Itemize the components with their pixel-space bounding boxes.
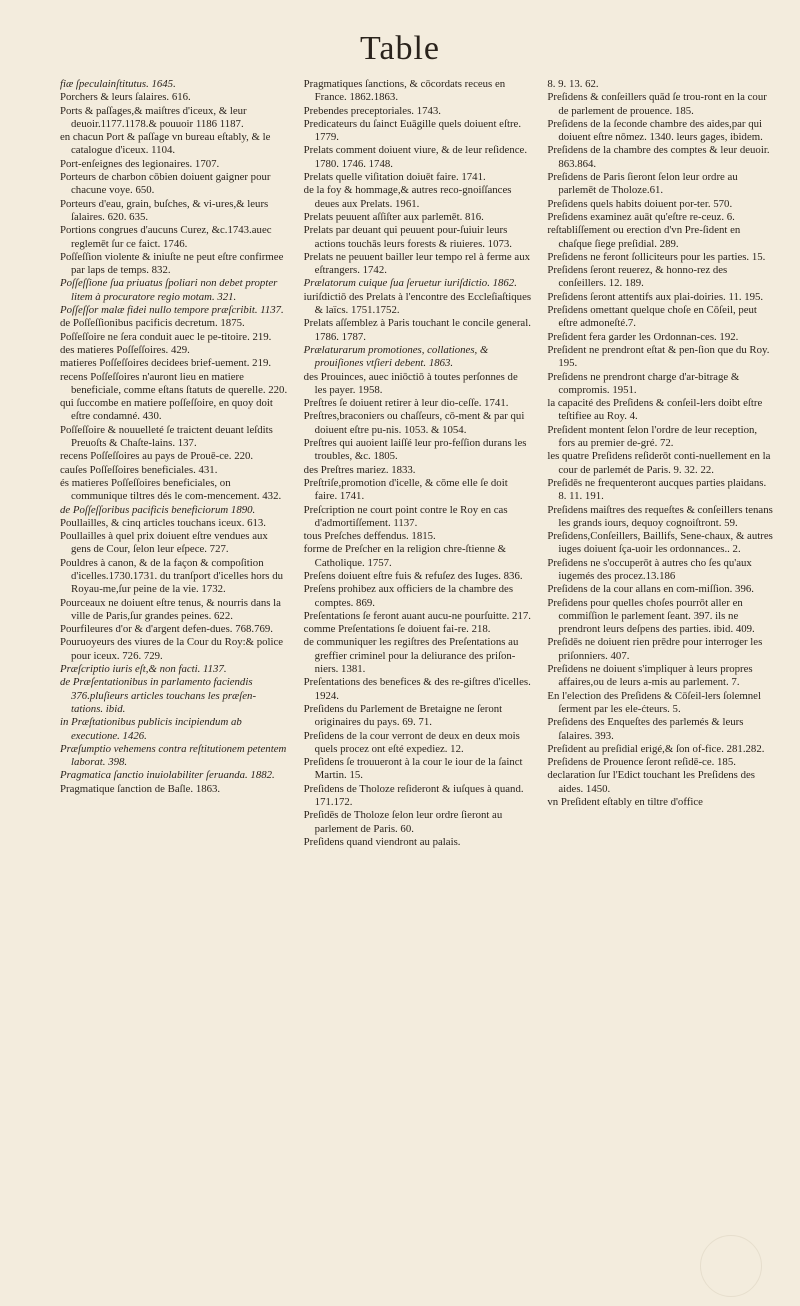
index-entry: Preſidens de Prouence ſeront reſidē-ce. 185. <box>547 756 736 769</box>
index-entry: recens Poſſeſſoires n'auront lieu en matiere beneficiale, comme eſtans ſtatuts de querelle. 220. <box>60 370 288 396</box>
index-entry: Preſcription ne court point contre le Roy en cas d'admortiſſement. 1137. <box>303 503 508 529</box>
index-entry: Predicateurs du ſainct Euāgille quels doiuent eſtre. 1779. <box>303 117 522 144</box>
index-entry: Porteurs de charbon cōbien doiuent gaigner pour chacune voye. 650. <box>60 171 271 197</box>
index-entry: Præſcriptio iuris eſt,& non facti. 1137. <box>60 663 227 676</box>
index-entry: Preſidens ne feront ſolliciteurs pour les parties. 15. <box>547 250 766 263</box>
index-entry: Prelats quelle viſitation doiuēt faire. 1741. <box>303 171 486 184</box>
index-column-right <box>547 78 775 849</box>
index-entry: reſtabliſſement ou erection d'vn Pre-ſident en chaſque ſiege preſidial. 289. <box>547 224 741 250</box>
index-entry: Preſentations ſe feront auant aucu-ne pourſuitte. 217. <box>303 609 531 622</box>
index-entry: la capacité des Preſidens & conſeil-lers doibt eſtre teſtifiee au Roy. 4. <box>547 397 763 423</box>
index-entry: Preſidens ne s'occuperōt à autres cho ſes qu'aux iugemés des procez.13.186 <box>547 556 752 582</box>
index-entry: Preſidens ne prendront charge d'ar-bitrage & compromis. 1951. <box>547 370 740 396</box>
index-entry: és matieres Poſſeſſoires beneficiales, on communique tiltres dés le com-mencement. 432. <box>60 476 282 503</box>
index-entry: Preſidens examinez auāt qu'eſtre re-ceuz. 6. <box>547 210 735 223</box>
index-entry: de Poſſeſſoribus pacificis beneficiorum 1890. <box>60 503 256 516</box>
index-entry: Preſidens de Tholoze reſideront & iuſques à quand. 171.172. <box>303 782 524 809</box>
index-entry: Preſtres,braconiers ou chaſſeurs, cō-ment & par qui doiuent eſtre pu-nis. 1053. & 1054. <box>303 410 525 436</box>
index-entry: Preſidens quels habits doiuent por-ter. 570. <box>547 197 733 210</box>
index-entry: Preſtres ſe doiuent retirer à leur dio-ceſſe. 1741. <box>303 397 509 410</box>
index-entry: 8. 9. 13. 62. <box>547 78 599 90</box>
index-entry: vn Preſident eſtably en tiltre d'office <box>547 796 703 809</box>
index-entry: de communiquer les regiſtres des Preſentations au greffier criminel pour la deliurance des priſon-niers. 1381. <box>303 636 519 676</box>
index-entry: Preſidens ſeront attentifs aux plai-doiries. 11. 195. <box>547 290 764 303</box>
index-entry: Poſſeſſione ſua priuatus ſpoliari non debet propter litem à procuratore regio motam. 321. <box>60 277 278 303</box>
index-entry: Portions congrues d'aucuns Curez, &c.1743.auec reglemēt ſur ce faict. 1746. <box>60 224 272 250</box>
index-column-middle <box>304 78 532 849</box>
index-entry: de Præſentationibus in parlamento faciendis 376.pluſieurs articles touchans les præſen-tations. ibid. <box>60 676 257 715</box>
index-entry: Prælaturarum promotiones, collationes, & prouiſiones vtſieri debent. 1863. <box>303 343 489 370</box>
index-entry: Preſident ne prendront eſtat & pen-ſion que du Roy. 195. <box>547 343 770 370</box>
index-entry: Preſident fera garder les Ordonnan-ces. 192. <box>547 330 739 343</box>
index-entry: Preſtriſe,promotion d'icelle, & cōme elle ſe doit faire. 1741. <box>303 476 508 503</box>
index-entry: Preſidens des Enqueſtes des parlemés & leurs ſalaires. 393. <box>547 716 744 742</box>
index-entry: recens Poſſeſſoires au pays de Prouē-ce. 220. <box>60 450 254 463</box>
index-entry: in Præſtationibus publicis incipiendum ab executione. 1426. <box>60 716 242 742</box>
index-entry: Preſidens ſeront reuerez, & honno-rez des conſeillers. 12. 189. <box>547 264 728 290</box>
index-entry: des Prouinces, auec iniōctiō à toutes perſonnes de les payer. 1958. <box>303 370 518 396</box>
index-entry: Preſidens pour quelles choſes pourrōt aller en commiſſion le parlement ſeant. 397. ils ne prendront leurs deſpens des parties. ibid. 409. <box>547 596 755 636</box>
index-entry: Pragmatica ſanctio inuiolabiliter ſeruanda. 1882. <box>60 769 275 782</box>
index-entry: Prelats comment doiuent viure, & de leur reſidence. 1780. 1746. 1748. <box>303 144 528 170</box>
index-entry: Preſidens ne doiuent s'impliquer à leurs propres affaires,ou de leurs a-mis au parlement. 7. <box>547 663 753 689</box>
index-entry: Pragmatiques ſanctions, & cōcordats receus en France. 1862.1863. <box>303 78 506 104</box>
index-entry: de Poſſeſſionibus pacificis decretum. 1875. <box>60 317 245 330</box>
index-entry: Prebendes preceptoriales. 1743. <box>303 104 441 117</box>
index-entry: en chacun Port & paſſage vn bureau eſtably, & le catalogue d'iceux. 1104. <box>60 131 271 157</box>
index-entry: Porchers & leurs ſalaires. 616. <box>60 91 191 104</box>
index-entry: Preſidens ſe trouueront à la cour le iour de la ſainct Martin. 15. <box>303 756 523 782</box>
index-entry: iuriſdictiō des Prelats à l'encontre des Eccleſiaſtiques & laïcs. 1751.1752. <box>303 290 532 317</box>
index-entry: En l'election des Preſidens & Cōſeil-lers ſolemnel ſerment par les ele-ćteurs. 5. <box>547 689 761 715</box>
index-entry: Ports & paſſages,& maiſtres d'iceux, & leur deuoir.1177.1178.& pouuoir 1186 1187. <box>60 104 247 130</box>
index-entry: Præſumptio vehemens contra reſtitutionem petentem laborat. 398. <box>60 742 287 769</box>
index-entry: Poullailles à quel prix doiuent eſtre vendues aux gens de Cour, ſelon leur eſpece. 727. <box>60 530 268 556</box>
index-entry: Preſidens de Paris ſieront ſelon leur ordre au parlemēt de Tholoze.61. <box>547 171 738 197</box>
index-entry: Poſſeſſion violente & iniuſte ne peut eſtre confirmee par laps de temps. 832. <box>60 250 284 277</box>
index-entry: Preſidens maiſtres des requeſtes & conſeillers tenans les grands iours, dequoy cognoiſtront. 59. <box>547 503 773 529</box>
index-entry: de la foy & hommage,& autres reco-gnoiſſances deues aux Prelats. 1961. <box>303 184 512 210</box>
index-entry: Preſidens quand viendront au palais. <box>303 835 461 848</box>
index-entry: Prelats aſſemblez à Paris touchant le concile general. 1786. 1787. <box>303 317 531 343</box>
index-entry: declaration ſur l'Edict touchant les Preſidens des aides. 1450. <box>547 769 755 795</box>
index-entry: Preſtres qui auoient laiſſé leur pro-feſſion durans les troubles, &c. 1805. <box>303 437 527 463</box>
index-entry: les quatre Preſidens reſiderōt conti-nuellement en la cour de parlemét de Paris. 9. 32. 22. <box>547 450 771 476</box>
index-entry: Prelats par deuant qui peuuent pour-ſuiuir leurs actions touchās leurs forests & riuieres. 1073. <box>303 224 512 250</box>
index-entry: Preſentations des benefices & des re-giſtres d'icelles. 1924. <box>303 676 531 702</box>
index-entry: Poſſeſſoire ne ſera conduit auec le pe-titoire. 219. <box>60 330 272 343</box>
index-entry: Poſſeſſoire & nouuelleté ſe traictent deuant leſdits Preuoſts & Chaſte-lains. 137. <box>60 423 273 450</box>
index-entry: Preſidēs ne doiuent rien prēdre pour interroger les priſonniers. 407. <box>547 636 763 662</box>
index-column-left <box>60 78 288 849</box>
index-entry: Prelats peuuent aſſiſter aux parlemēt. 816. <box>303 210 484 223</box>
index-entry: cauſes Poſſeſſoires beneficiales. 431. <box>60 463 218 476</box>
index-entry: Preſidēs ne frequenteront aucques parties plaidans. 8. 11. 191. <box>547 476 767 503</box>
index-entry: forme de Preſcher en la religion chre-ſtienne & Catholique. 1757. <box>303 543 507 569</box>
index-entry: Preſidens de la cour verront de deux en deux mois quels procez ont eſté expediez. 12. <box>303 729 520 755</box>
index-entry: Pourceaux ne doiuent eſtre tenus, & nourris dans la ville de Paris,ſur grandes peines. 622. <box>60 596 281 622</box>
index-columns <box>60 78 775 849</box>
index-entry: des Preſtres mariez. 1833. <box>303 463 416 476</box>
index-entry: Preſidens du Parlement de Bretaigne ne ſeront originaires du pays. 69. 71. <box>303 702 503 729</box>
index-entry: comme Preſentations ſe doiuent fai-re. 218. <box>303 623 491 636</box>
index-entry: Preſidens de la cour allans en com-miſſion. 396. <box>547 583 754 596</box>
index-entry: fiæ ſpeculainſtitutus. 1645. <box>60 78 176 90</box>
index-entry: Preſidens de la chambre des comptes & leur deuoir. 863.864. <box>547 144 770 170</box>
index-entry: Pouldres à canon, & de la façon & compoſition d'icelles.1730.1731. du tranſport d'icelles hors du Royau-me,ſur peine de la vie. 1732. <box>60 556 283 596</box>
index-entry: Porteurs d'eau, grain, buſches, & vi-ures,& leurs ſalaires. 620. 635. <box>60 197 269 223</box>
index-entry: qui ſuccombe en matiere poſſeſſoire, en quoy doit eſtre condamné. 430. <box>60 397 273 423</box>
page-title: Table <box>359 30 441 67</box>
index-entry: Preſens doiuent eſtre fuis & refuſez des Iuges. 836. <box>303 569 523 582</box>
index-entry: Prælatorum cuique ſua ſeruetur iuriſdictio. 1862. <box>303 277 517 290</box>
index-entry: tous Preſches deffendus. 1815. <box>303 530 436 543</box>
index-entry: Poſſeſſor malæ fidei nullo tempore præſcribit. 1137. <box>60 304 284 317</box>
index-entry: Pouruoyeurs des viures de la Cour du Roy:& police pour iceux. 726. 729. <box>60 636 284 662</box>
index-entry: Preſident au preſidial erigé,& ſon of-fice. 281.282. <box>547 742 765 755</box>
index-entry: Preſidens de la ſeconde chambre des aides,par qui doiuent eſtre nōmez. 1340. leurs gages, ibidem. <box>547 117 763 144</box>
index-entry: Preſidēs de Tholoze ſelon leur ordre ſieront au parlement de Paris. 60. <box>303 809 503 835</box>
index-entry: Port-enſeignes des legionaires. 1707. <box>60 157 220 170</box>
index-entry: Prelats ne peuuent bailler leur tempo rel à ferme aux eſtrangers. 1742. <box>303 250 531 277</box>
index-entry: Preſidens,Conſeillers, Baillifs, Sene-chaux, & autres iuges doiuent ſça-uoir les ordonnances.. 2. <box>547 530 773 556</box>
index-entry: Pragmatique ſanction de Baſle. 1863. <box>60 782 221 795</box>
index-entry: Preſidens & conſeillers quād ſe trou-ront en la cour de parlement de prouence. 185. <box>547 91 767 117</box>
index-entry: Preſident montent ſelon l'ordre de leur reception, fors au premier de-gré. 72. <box>547 423 758 450</box>
paper-stain <box>700 1235 762 1297</box>
index-entry: Pourfileures d'or & d'argent defen-dues. 768.769. <box>60 623 273 636</box>
index-entry: Preſens prohibez aux officiers de la chambre des comptes. 869. <box>303 583 514 609</box>
index-entry: Preſidens omettant quelque choſe en Cōſeil, peut eſtre admoneſté.7. <box>547 304 757 330</box>
index-entry: Poullailles, & cinq articles touchans iceux. 613. <box>60 516 266 529</box>
index-entry: matieres Poſſeſſoires decidees brief-uement. 219. <box>60 357 272 370</box>
index-entry: des matieres Poſſeſſoires. 429. <box>60 343 190 356</box>
